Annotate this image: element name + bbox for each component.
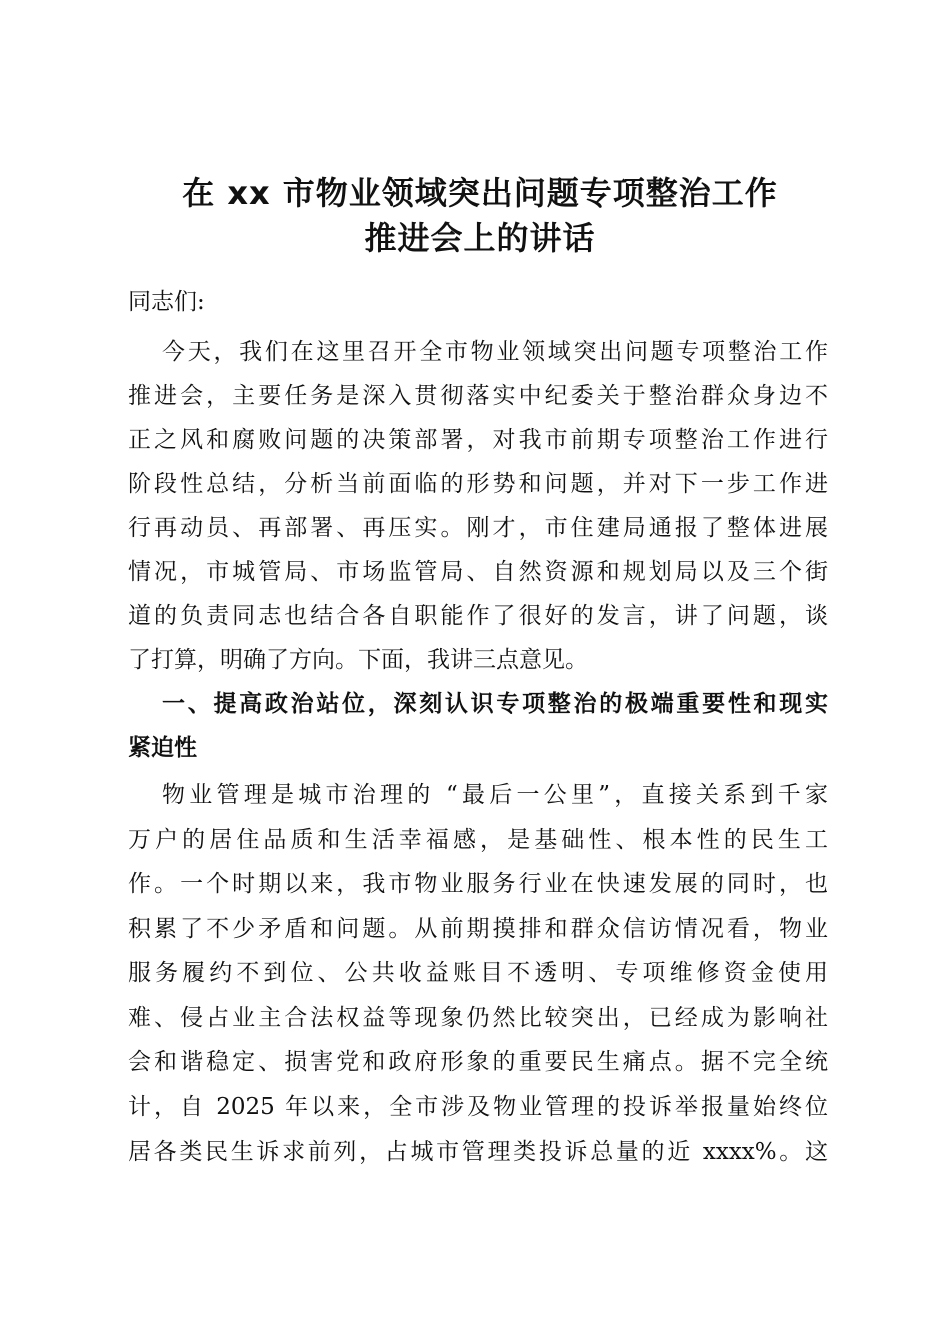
paragraph-line: 难、侵占业主合法权益等现象仍然比较突出，已经成为影响社: [128, 1005, 828, 1031]
paragraph-line: 会和谐稳定、损害党和政府形象的重要民生痛点。据不完全统: [128, 1049, 828, 1075]
paragraph-line: 道的负责同志也结合各自职能作了很好的发言，讲了问题，谈: [128, 603, 828, 629]
paragraph-line: 推进会，主要任务是深入贯彻落实中纪委关于整治群众身边不: [128, 383, 828, 409]
paragraph-line: 今天，我们在这里召开全市物业领域突出问题专项整治工作: [162, 339, 828, 365]
salutation: 同志们:: [128, 289, 205, 315]
paragraph-line: 计，自 2025 年以来，全市涉及物业管理的投诉举报量始终位: [128, 1094, 828, 1120]
paragraph-line: 行再动员、再部署、再压实。刚才，市住建局通报了整体进展: [128, 515, 828, 541]
paragraph-line: 积累了不少矛盾和问题。从前期摸排和群众信访情况看，物业: [128, 916, 828, 942]
paragraph-line: 服务履约不到位、公共收益账目不透明、专项维修资金使用: [128, 960, 828, 986]
paragraph-line: 情况，市城管局、市场监管局、自然资源和规划局以及三个街: [128, 559, 828, 585]
paragraph-line: 居各类民生诉求前列，占城市管理类投诉总量的近 xxxx%。这: [128, 1139, 828, 1165]
paragraph-line: 作。一个时期以来，我市物业服务行业在快速发展的同时，也: [128, 871, 828, 897]
section-heading-line: 紧迫性: [128, 735, 197, 761]
document-title-line-1: 在 xx 市物业领域突出问题专项整治工作: [182, 174, 778, 212]
paragraph-line: 了打算，明确了方向。下面，我讲三点意见。: [128, 647, 588, 673]
paragraph-line: 物业管理是城市治理的 “最后一公里”，直接关系到千家: [162, 782, 828, 808]
document-title-line-2: 推进会上的讲话: [364, 219, 596, 257]
paragraph-line: 阶段性总结，分析当前面临的形势和问题，并对下一步工作进: [128, 471, 828, 497]
paragraph-line: 正之风和腐败问题的决策部署，对我市前期专项整治工作进行: [128, 427, 828, 453]
paragraph-line: 万户的居住品质和生活幸福感，是基础性、根本性的民生工: [128, 827, 828, 853]
section-heading-line: 一、提高政治站位，深刻认识专项整治的极端重要性和现实: [162, 691, 828, 717]
